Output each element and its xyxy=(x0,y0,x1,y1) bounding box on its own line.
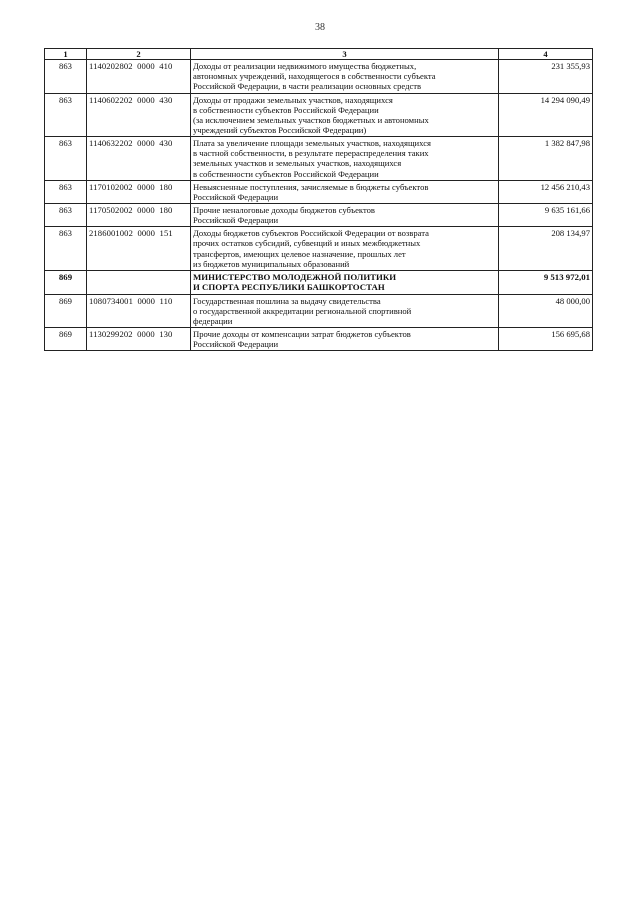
description-line: Прочие неналоговые доходы бюджетов субъектов xyxy=(193,204,375,215)
table-row xyxy=(45,93,593,137)
page-number: 38 xyxy=(315,22,325,33)
column-header: 2 xyxy=(87,49,191,60)
amount-cell: 48 000,00 xyxy=(499,294,593,327)
admin-code-cell: 863 xyxy=(45,137,87,181)
description-line: Невыясненные поступления, зачисляемые в бюджеты субъектов xyxy=(193,181,429,192)
table-row xyxy=(45,60,593,93)
description-cell xyxy=(191,180,499,203)
budget-classification-code-cell: 1140632202 0000 430 xyxy=(87,137,191,181)
description-cell xyxy=(191,137,499,181)
column-header: 3 xyxy=(191,49,499,60)
table-row xyxy=(45,327,593,350)
admin-code-cell: 869 xyxy=(45,294,87,327)
admin-code-cell: 863 xyxy=(45,203,87,226)
description-line: Российской Федерации, в части реализации основных средств xyxy=(193,81,422,92)
description-line: Российской Федерации xyxy=(193,215,279,226)
description-line: Российской Федерации xyxy=(193,191,279,202)
description-cell xyxy=(191,93,499,137)
table-row xyxy=(45,137,593,181)
budget-classification-code-cell: 1130299202 0000 130 xyxy=(87,327,191,350)
description-cell xyxy=(191,60,499,93)
amount-cell: 14 294 090,49 xyxy=(499,93,593,137)
admin-code-cell: 863 xyxy=(45,180,87,203)
description-line: прочих остатков субсидий, субвенций и иных межбюджетных xyxy=(193,238,421,249)
description-line: Доходы от продажи земельных участков, находящихся xyxy=(193,94,393,105)
revenue-table xyxy=(44,48,593,351)
description-line: Российской Федерации xyxy=(193,339,279,350)
description-line: в собственности субъектов Российской Федерации xyxy=(193,168,379,179)
column-header: 1 xyxy=(45,49,87,60)
amount-cell: 9 513 972,01 xyxy=(499,270,593,294)
description-line: Прочие доходы от компенсации затрат бюджетов субъектов xyxy=(193,328,411,339)
description-line: в собственности субъектов Российской Федерации xyxy=(193,104,379,115)
description-cell xyxy=(191,203,499,226)
admin-code-cell: 863 xyxy=(45,227,87,271)
budget-classification-code-cell: 1170502002 0000 180 xyxy=(87,203,191,226)
table-body xyxy=(45,60,593,351)
description-cell xyxy=(191,270,499,294)
amount-cell: 156 695,68 xyxy=(499,327,593,350)
budget-classification-code-cell xyxy=(87,270,191,294)
admin-code-cell: 863 xyxy=(45,60,87,93)
admin-code-cell: 863 xyxy=(45,93,87,137)
description-line: МИНИСТЕРСТВО МОЛОДЕЖНОЙ ПОЛИТИКИ xyxy=(193,271,397,282)
budget-classification-code-cell: 1080734001 0000 110 xyxy=(87,294,191,327)
budget-classification-code-cell: 1170102002 0000 180 xyxy=(87,180,191,203)
description-line: федерации xyxy=(193,315,233,326)
budget-classification-code-cell: 1140202802 0000 410 xyxy=(87,60,191,93)
description-line: Государственная пошлина за выдачу свидетельства xyxy=(193,295,381,306)
description-line: учреждений субъектов Российской Федерации) xyxy=(193,124,367,135)
table-row xyxy=(45,203,593,226)
table-row xyxy=(45,227,593,271)
amount-cell: 12 456 210,43 xyxy=(499,180,593,203)
description-line: (за исключением земельных участков бюджетных и автономных xyxy=(193,114,429,125)
description-line: трансфертов, имеющих целевое назначение, прошлых лет xyxy=(193,248,406,259)
description-line: автономных учреждений, находящегося в собственности субъекта xyxy=(193,71,436,82)
amount-cell: 9 635 161,66 xyxy=(499,203,593,226)
description-line: в частной собственности, в результате перераспределения таких xyxy=(193,148,429,159)
description-cell xyxy=(191,327,499,350)
budget-classification-code-cell: 2186001002 0000 151 xyxy=(87,227,191,271)
table-row xyxy=(45,180,593,203)
description-line: из бюджетов муниципальных образований xyxy=(193,258,350,269)
column-header: 4 xyxy=(499,49,593,60)
table-header-row xyxy=(45,49,593,60)
description-line: Доходы от реализации недвижимого имущества бюджетных, xyxy=(193,61,417,72)
description-cell xyxy=(191,227,499,271)
admin-code-cell: 869 xyxy=(45,270,87,294)
description-line: земельных участков и земельных участков, находящихся xyxy=(193,158,402,169)
amount-cell: 231 355,93 xyxy=(499,60,593,93)
description-cell xyxy=(191,294,499,327)
description-line: Плата за увеличение площади земельных участков, находящихся xyxy=(193,138,431,149)
description-line: о государственной аккредитации региональной спортивной xyxy=(193,305,412,316)
table-row xyxy=(45,294,593,327)
description-line: Доходы бюджетов субъектов Российской Федерации от возврата xyxy=(193,228,429,239)
admin-code-cell: 869 xyxy=(45,327,87,350)
amount-cell: 1 382 847,98 xyxy=(499,137,593,181)
budget-classification-code-cell: 1140602202 0000 430 xyxy=(87,93,191,137)
amount-cell: 208 134,97 xyxy=(499,227,593,271)
table-row-section-total xyxy=(45,270,593,294)
description-line: И СПОРТА РЕСПУБЛИКИ БАШКОРТОСТАН xyxy=(193,282,385,293)
